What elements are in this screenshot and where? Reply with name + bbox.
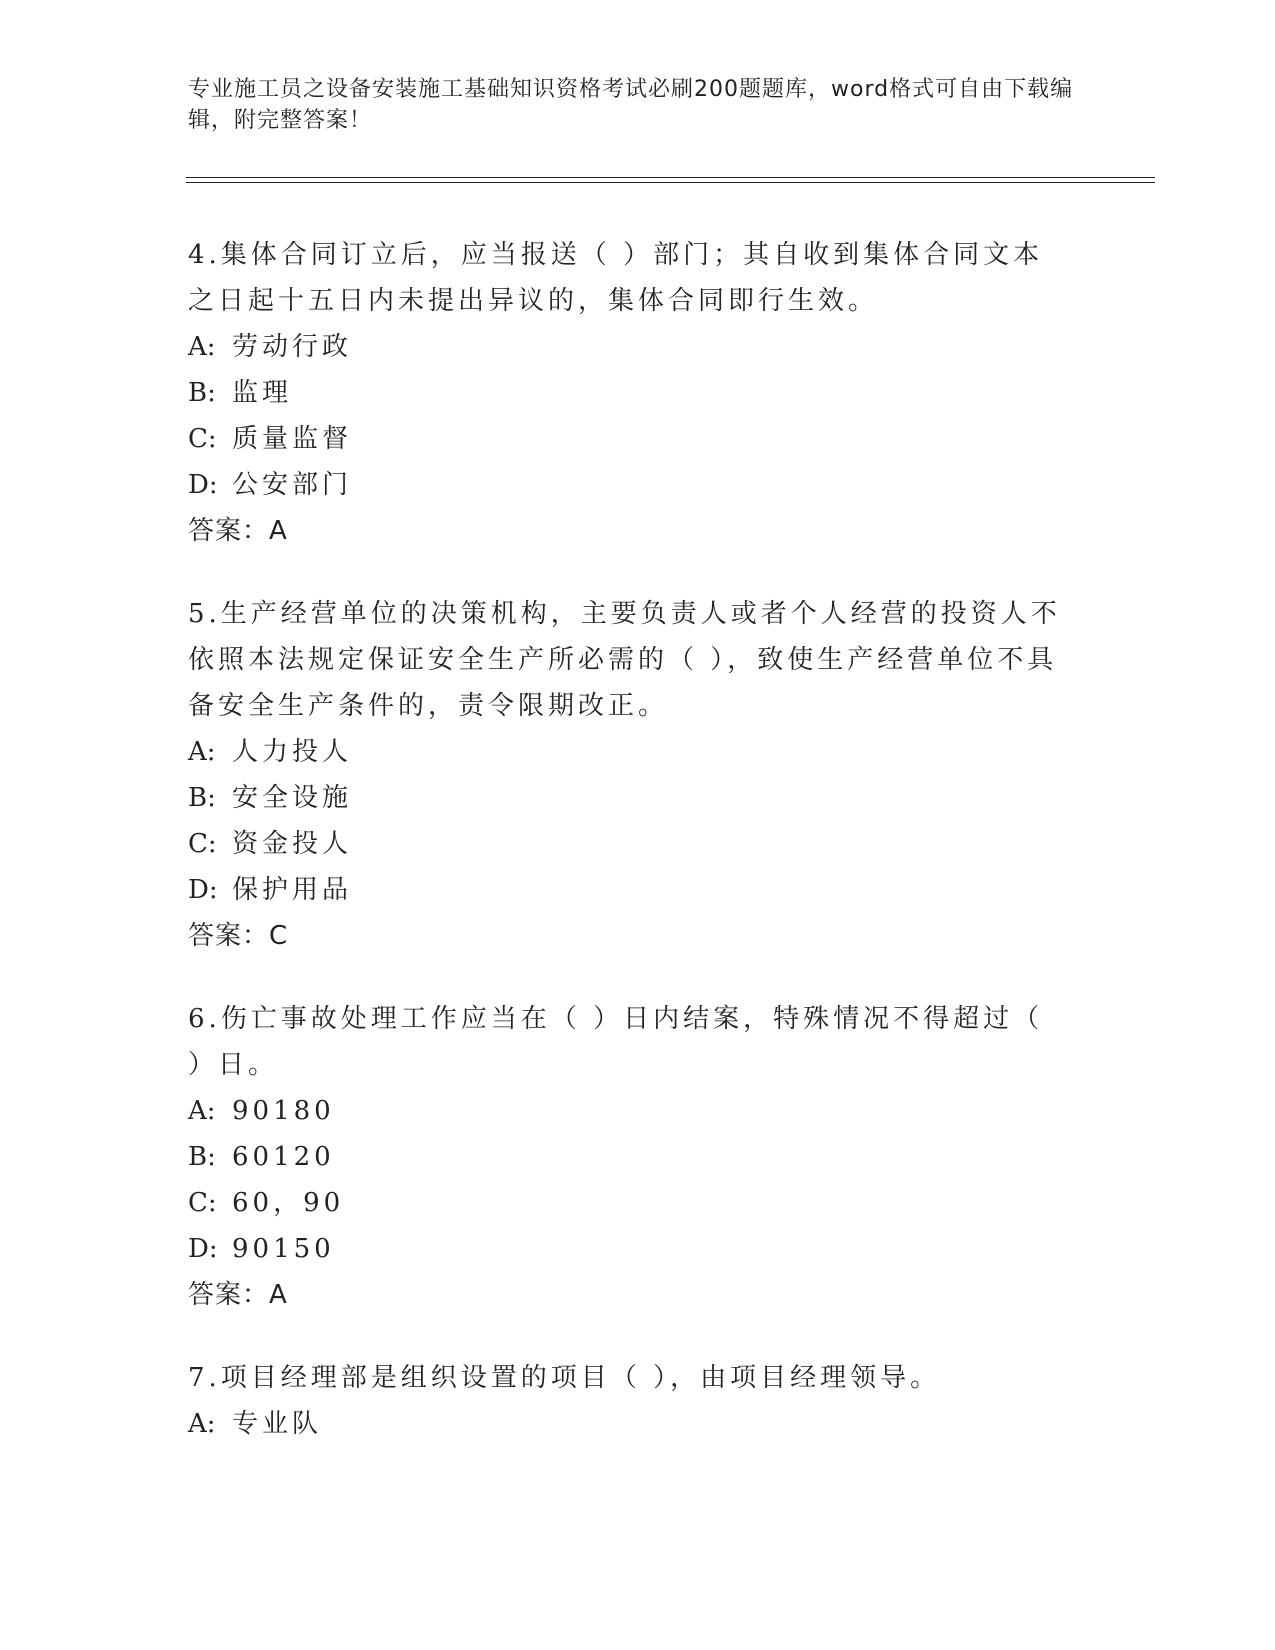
option-text: 90180 bbox=[232, 1096, 335, 1126]
document-header: 专业施工员之设备安装施工基础知识资格考试必刷200题题库，word格式可自由下载编辑，附完整答案！ bbox=[188, 77, 1074, 133]
option-text: 60，90 bbox=[232, 1188, 345, 1218]
question-4 bbox=[188, 232, 1068, 554]
option-key: C: bbox=[188, 424, 217, 454]
answer-line: 答案：A bbox=[188, 1280, 288, 1310]
option-text: 安全设施 bbox=[232, 783, 353, 813]
option-c bbox=[188, 416, 1068, 462]
option-key: B: bbox=[188, 378, 216, 408]
option-key: A: bbox=[188, 1409, 216, 1439]
option-b bbox=[188, 1134, 1068, 1180]
option-a bbox=[188, 324, 1068, 370]
option-key: C: bbox=[188, 1188, 217, 1218]
option-text: 保护用品 bbox=[232, 875, 353, 905]
option-text: 监理 bbox=[232, 378, 293, 408]
header-rule-bottom bbox=[186, 182, 1155, 183]
answer-line: 答案：A bbox=[188, 516, 288, 546]
option-d bbox=[188, 1226, 1068, 1272]
option-a bbox=[188, 729, 1068, 775]
question-7 bbox=[188, 1355, 1068, 1447]
option-key: A: bbox=[188, 737, 216, 767]
option-d bbox=[188, 462, 1068, 508]
option-text: 人力投人 bbox=[232, 737, 353, 767]
option-c bbox=[188, 821, 1068, 867]
option-a bbox=[188, 1401, 1068, 1447]
option-text: 质量监督 bbox=[232, 424, 353, 454]
option-b bbox=[188, 775, 1068, 821]
option-text: 专业队 bbox=[232, 1409, 323, 1439]
question-stem: 4.集体合同订立后，应当报送（ ）部门；其自收到集体合同文本之日起十五日内未提出异议的，集体合同即行生效。 bbox=[188, 240, 1044, 316]
option-key: D: bbox=[188, 470, 218, 500]
option-text: 资金投人 bbox=[232, 829, 353, 859]
question-stem: 6.伤亡事故处理工作应当在（ ）日内结案，特殊情况不得超过（ ）日。 bbox=[188, 1004, 1044, 1080]
header-rule-top bbox=[186, 177, 1155, 178]
option-key: B: bbox=[188, 1142, 216, 1172]
option-key: D: bbox=[188, 875, 218, 905]
question-5 bbox=[188, 591, 1068, 959]
option-a bbox=[188, 1088, 1068, 1134]
option-key: A: bbox=[188, 1096, 216, 1126]
option-text: 劳动行政 bbox=[232, 332, 353, 362]
option-key: A: bbox=[188, 332, 216, 362]
option-key: C: bbox=[188, 829, 217, 859]
option-key: D: bbox=[188, 1234, 218, 1264]
option-text: 60120 bbox=[232, 1142, 335, 1172]
answer-line: 答案：C bbox=[188, 921, 289, 951]
question-list bbox=[188, 232, 1068, 1484]
option-c bbox=[188, 1180, 1068, 1226]
option-text: 90150 bbox=[232, 1234, 335, 1264]
option-text: 公安部门 bbox=[232, 470, 353, 500]
question-stem: 7.项目经理部是组织设置的项目（ ），由项目经理领导。 bbox=[188, 1363, 941, 1393]
question-6 bbox=[188, 996, 1068, 1318]
question-stem: 5.生产经营单位的决策机构，主要负责人或者个人经营的投资人不依照本法规定保证安全生产所必需的（ ），致使生产经营单位不具备安全生产条件的，责令限期改正。 bbox=[188, 599, 1061, 721]
option-b bbox=[188, 370, 1068, 416]
option-d bbox=[188, 867, 1068, 913]
option-key: B: bbox=[188, 783, 216, 813]
